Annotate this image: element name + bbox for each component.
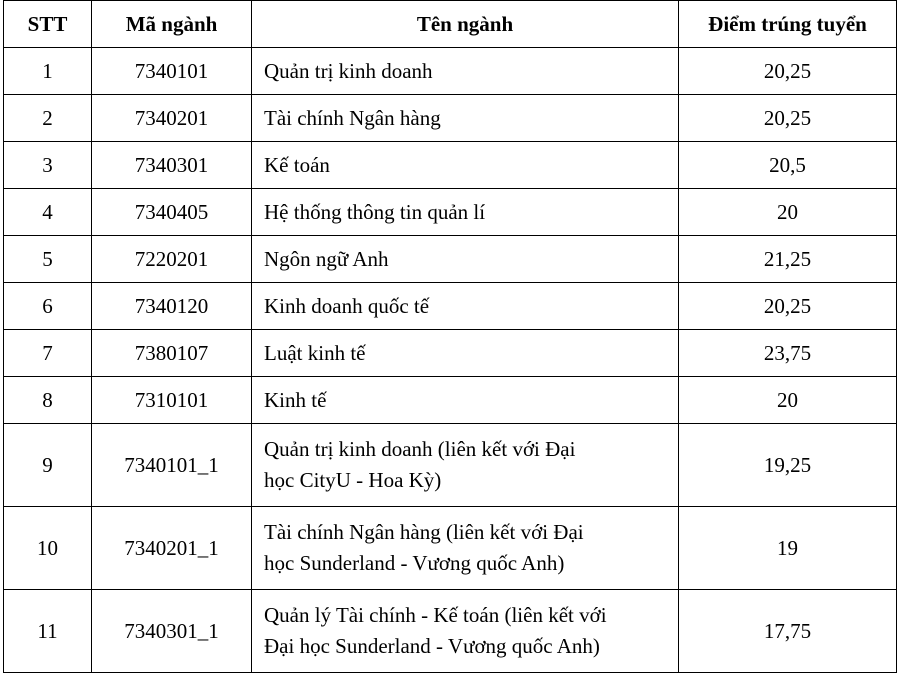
table-row — [4, 236, 897, 283]
row-code: 7340201 — [92, 95, 252, 142]
row-stt: 6 — [4, 283, 92, 330]
row-name — [252, 189, 679, 236]
row-name-line: học CityU - Hoa Kỳ) — [264, 468, 442, 492]
row-score: 20 — [679, 189, 897, 236]
row-name — [252, 95, 679, 142]
header-row — [4, 1, 897, 48]
table-row — [4, 507, 897, 590]
row-score: 20,5 — [679, 142, 897, 189]
row-code: 7340301_1 — [92, 590, 252, 673]
table-row — [4, 95, 897, 142]
row-score: 21,25 — [679, 236, 897, 283]
row-score: 20,25 — [679, 48, 897, 95]
row-score: 19,25 — [679, 424, 897, 507]
row-code: 7380107 — [92, 330, 252, 377]
header-name: Tên ngành — [252, 1, 679, 48]
row-stt: 4 — [4, 189, 92, 236]
row-name — [252, 283, 679, 330]
table-row — [4, 590, 897, 673]
header-score: Điểm trúng tuyển — [679, 1, 897, 48]
row-stt: 8 — [4, 377, 92, 424]
row-score: 20,25 — [679, 95, 897, 142]
table-row — [4, 48, 897, 95]
row-code: 7340101 — [92, 48, 252, 95]
row-score: 23,75 — [679, 330, 897, 377]
table-body — [4, 48, 897, 673]
row-stt: 7 — [4, 330, 92, 377]
admission-scores-table — [3, 0, 897, 673]
row-score: 17,75 — [679, 590, 897, 673]
row-name — [252, 507, 679, 590]
row-stt: 3 — [4, 142, 92, 189]
row-code: 7340120 — [92, 283, 252, 330]
row-stt: 1 — [4, 48, 92, 95]
header-stt: STT — [4, 1, 92, 48]
row-code: 7340201_1 — [92, 507, 252, 590]
row-name — [252, 48, 679, 95]
row-code: 7340405 — [92, 189, 252, 236]
row-name-line: học Sunderland - Vương quốc Anh) — [264, 551, 565, 575]
row-name — [252, 377, 679, 424]
row-stt: 11 — [4, 590, 92, 673]
row-name-line: Hệ thống thông tin quản lí — [264, 199, 486, 224]
row-stt: 9 — [4, 424, 92, 507]
row-code: 7220201 — [92, 236, 252, 283]
row-stt: 2 — [4, 95, 92, 142]
table-row — [4, 142, 897, 189]
row-stt: 10 — [4, 507, 92, 590]
row-name-line: Ngôn ngữ Anh — [264, 246, 389, 271]
row-score: 20 — [679, 377, 897, 424]
row-stt: 5 — [4, 236, 92, 283]
table-row — [4, 189, 897, 236]
table-row — [4, 330, 897, 377]
row-name-line: Đại học Sunderland - Vương quốc Anh) — [264, 634, 600, 658]
row-name-line: Kế toán — [264, 152, 330, 177]
row-name-line: Kinh doanh quốc tế — [264, 293, 430, 318]
row-name — [252, 142, 679, 189]
row-name — [252, 236, 679, 283]
table-row — [4, 283, 897, 330]
row-name-line: Kinh tế — [264, 387, 327, 412]
row-name-line: Quản trị kinh doanh (liên kết với Đại — [264, 437, 576, 461]
row-name — [252, 424, 679, 507]
row-score: 19 — [679, 507, 897, 590]
row-code: 7340301 — [92, 142, 252, 189]
row-name — [252, 330, 679, 377]
row-name — [252, 590, 679, 673]
row-score: 20,25 — [679, 283, 897, 330]
row-name-line: Tài chính Ngân hàng — [264, 105, 441, 130]
row-name-line: Quản trị kinh doanh — [264, 58, 433, 83]
row-name-line: Tài chính Ngân hàng (liên kết với Đại — [264, 520, 584, 544]
table-row — [4, 377, 897, 424]
row-code: 7340101_1 — [92, 424, 252, 507]
row-name-line: Quản lý Tài chính - Kế toán (liên kết với — [264, 603, 607, 627]
row-name-line: Luật kinh tế — [264, 340, 366, 365]
row-code: 7310101 — [92, 377, 252, 424]
table-row — [4, 424, 897, 507]
header-code: Mã ngành — [92, 1, 252, 48]
